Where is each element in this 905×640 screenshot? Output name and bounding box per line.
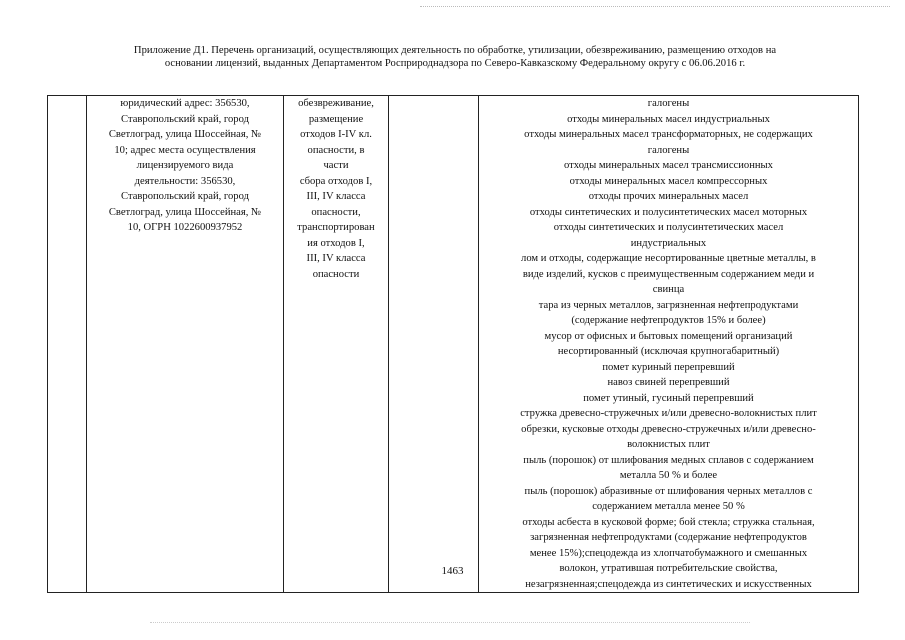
address-line: Ставропольский край, город [121, 191, 249, 202]
activity-line: опасности, в [307, 144, 365, 156]
waste-line: металла 50 % и более [619, 470, 718, 481]
activity-line: III, IV класса [306, 253, 366, 264]
address-line: 10, ОГРН 1022600937952 [127, 222, 243, 233]
waste-line: пыль (порошок) абразивные от шлифования черных металлов с [524, 485, 813, 497]
waste-line: незагрязненная;спецодежда из синтетических и искусственных [525, 578, 812, 590]
waste-line: содержанием металла менее 50 % [592, 501, 745, 512]
waste-line: навоз свиней перепревший [607, 377, 730, 388]
waste-line: загрязненная нефтепродуктами (содержание нефтепродуктов [530, 532, 807, 543]
waste-line: галогены [647, 144, 690, 156]
waste-line: тара из черных металлов, загрязненная нефтепродуктами [538, 299, 799, 311]
waste-line: виде изделий, кусков с преимущественным содержанием меди и [522, 268, 815, 280]
address-line: юридический адрес: 356530, [120, 98, 250, 109]
activity-line: опасности [312, 268, 360, 280]
waste-line: волокон, утратившая потребительские свойства, [559, 563, 778, 574]
scan-artifact [420, 6, 890, 7]
waste-line: отходы минеральных масел индустриальных [567, 113, 770, 125]
number-cell [48, 96, 87, 593]
activity-cell [284, 96, 389, 593]
waste-line: пыль (порошок) от шлифования медных сплавов с содержанием [523, 454, 814, 466]
address-line: Светлоград, улица Шоссейная, № [108, 129, 262, 140]
activity-line: сбора отходов I, [299, 175, 373, 187]
waste-line: несортированный (исключая крупногабаритный) [557, 346, 780, 357]
waste-line: индустриальных [630, 237, 707, 249]
activity-line: транспортирован [297, 222, 375, 233]
document-header [60, 44, 850, 70]
waste-line: (содержание нефтепродуктов 15% и более) [571, 315, 766, 326]
waste-line: отходы синтетических и полусинтетических масел [553, 222, 784, 233]
waste-line: стружка древесно-стружечных и/или древесно-волокнистых плит [520, 408, 817, 419]
activity-line: размещение [308, 113, 364, 125]
page-number: 1463 [441, 565, 464, 577]
waste-line: менее 15%);спецодежда из хлопчатобумажного и смешанных [529, 547, 808, 559]
waste-line: помет утиный, гусиный перепревший [583, 392, 754, 404]
activity-line: части [323, 160, 349, 171]
activity-line: ия отходов I, [307, 237, 365, 249]
activity-line: опасности, [311, 206, 361, 218]
waste-line: свинца [652, 284, 685, 295]
waste-line: отходы прочих минеральных масел [588, 191, 749, 202]
table-row [48, 96, 859, 593]
waste-line: отходы минеральных масел трансформаторных, не содержащих [524, 129, 813, 140]
activity-line: обезвреживание, [298, 98, 374, 109]
header-line-2: основании лицензий, выданных Департаментом Росприроднадзора по Северо-Кавказскому Федеральному округу с 06.06.2016 г. [164, 58, 746, 69]
address-cell [87, 96, 284, 593]
header-line-1: Приложение Д1. Перечень организаций, осуществляющих деятельность по обработке, утилизации, обезвреживанию, размещению отходов на [133, 45, 777, 56]
waste-line: отходы синтетических и полусинтетических масел моторных [529, 206, 808, 218]
waste-line: лом и отходы, содержащие несортированные цветные металлы, в [521, 253, 816, 264]
waste-line: отходы минеральных масел трансмиссионных [564, 160, 773, 171]
waste-line: отходы асбеста в кусковой форме; бой стекла; стружка стальная, [522, 516, 815, 528]
waste-line: волокнистых плит [627, 439, 710, 450]
organizations-table [47, 95, 859, 593]
activity-line: отходов I-IV кл. [300, 129, 372, 140]
address-line: 10; адрес места осуществления [114, 144, 256, 156]
waste-line: галогены [647, 98, 690, 109]
scan-artifact [150, 622, 750, 623]
address-line: лицензируемого вида [136, 160, 234, 171]
address-line: Светлоград, улица Шоссейная, № [108, 206, 262, 218]
waste-line: отходы минеральных масел компрессорных [569, 175, 768, 187]
address-line: деятельности: 356530, [134, 175, 236, 187]
empty-cell [389, 96, 479, 593]
waste-line: помет куриный перепревший [602, 361, 735, 373]
waste-line: мусор от офисных и бытовых помещений организаций [544, 330, 793, 342]
activity-line: III, IV класса [306, 191, 366, 202]
address-line: Ставропольский край, город [121, 113, 249, 125]
waste-list-cell [479, 96, 859, 593]
waste-line: обрезки, кусковые отходы древесно-стружечных и/или древесно- [521, 423, 816, 435]
